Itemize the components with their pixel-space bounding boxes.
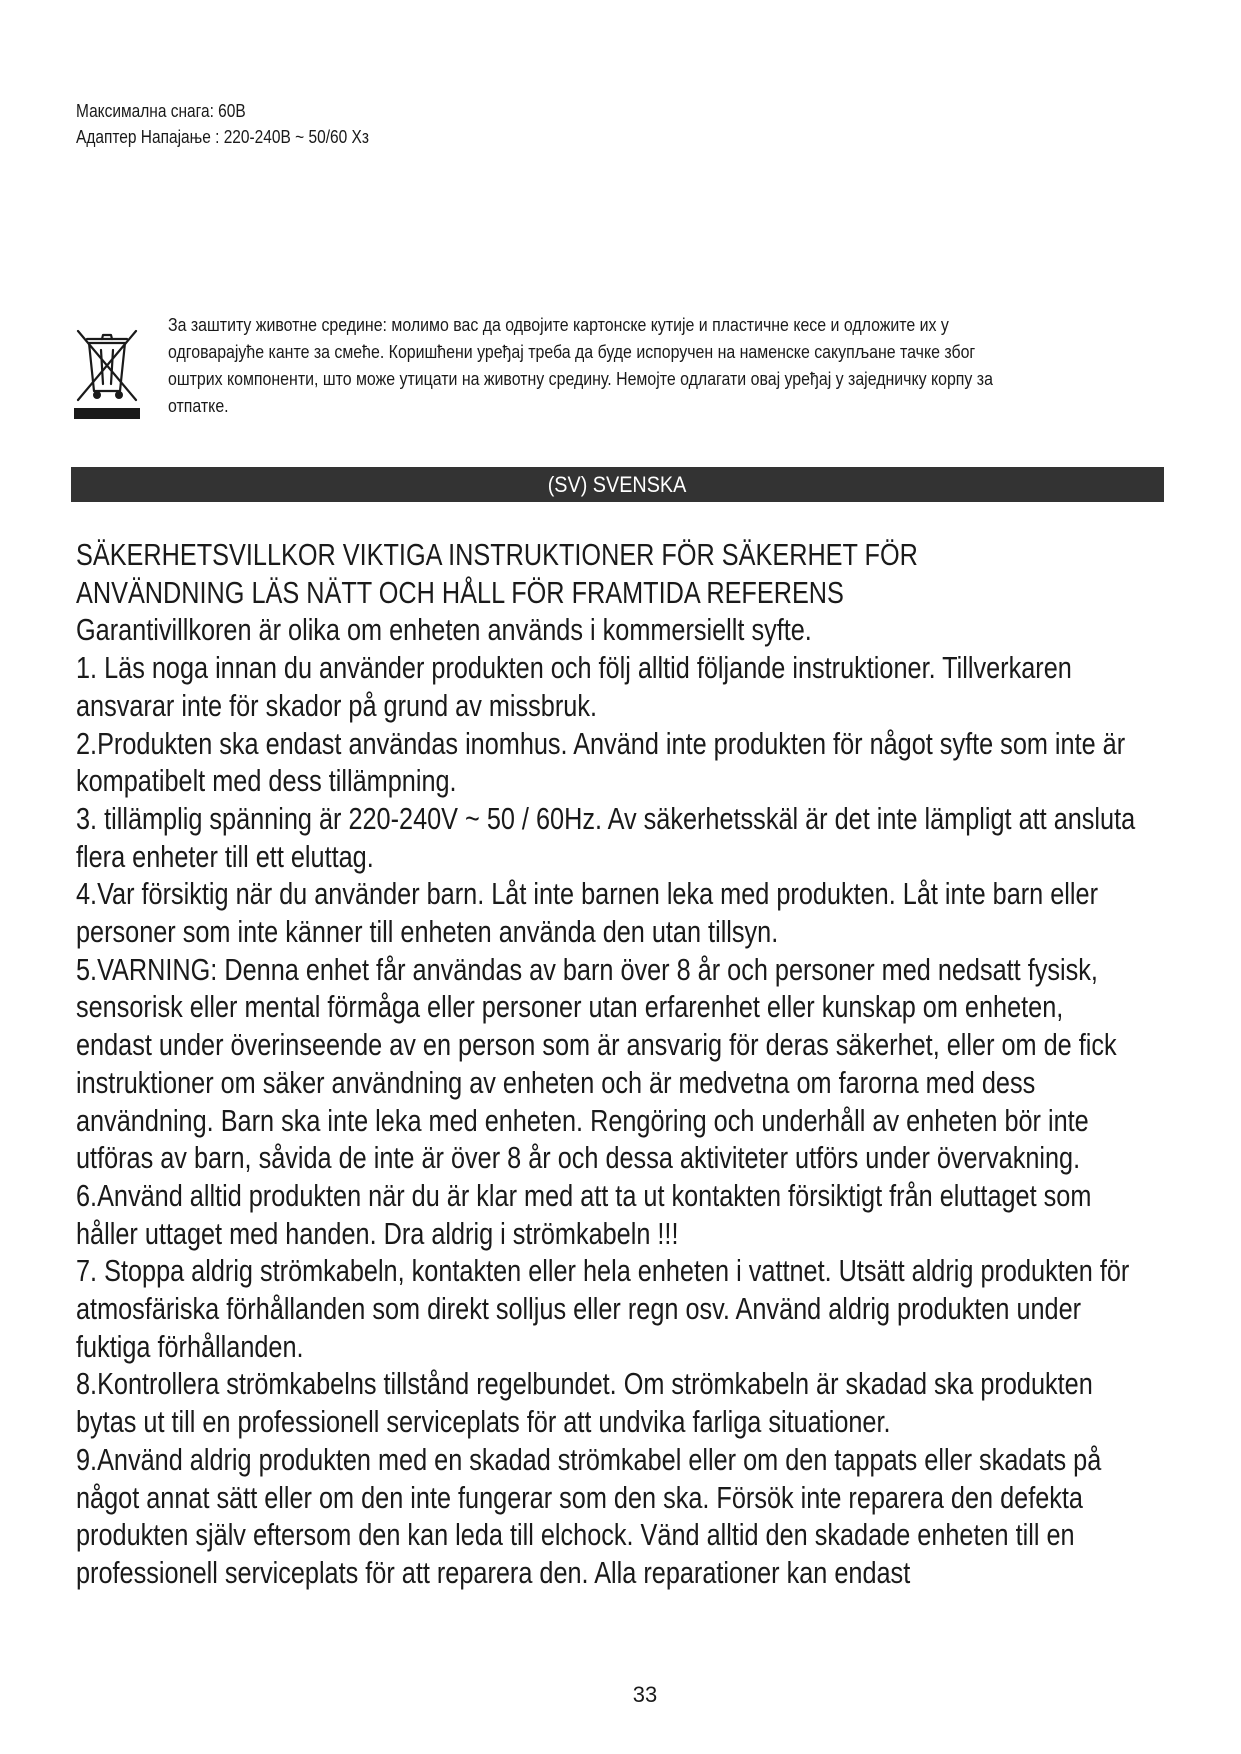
crossed-out-wheelie-bin-icon xyxy=(74,328,140,420)
instruction-item: 3. tillämplig spänning är 220-240V ~ 50 / 60Hz. Av säkerhetsskäl är det inte lämpligt att ansluta flera enheter till ett eluttag. xyxy=(76,800,1136,874)
instruction-item: 8.Kontrollera strömkabelns tillstånd regelbundet. Om strömkabeln är skadad ska produkten bytas ut till en professionell serviceplats för att undvika farliga situationer. xyxy=(76,1366,1093,1440)
weee-disposal-notice: За заштиту животне средине: молимо вас да одвојите картонске кутије и пластичне кесе и одложите их у одговарајуће канте за смеће. Коришћени уређај треба да буде испоручен на наменске сакупљане тачке због оштрих компоненти, што може утицати на животну средину. Немојте одлагати овај уређај у заједничку корпу за отпатке. xyxy=(168,314,993,416)
adapter-text: Адаптер Напајање : 220-240В ~ 50/60 Хз xyxy=(76,127,369,147)
page-number: 33 xyxy=(632,1682,658,1707)
language-section-label: (SV) SVENSKA xyxy=(548,472,687,497)
section-title-line-2: ANVÄNDNING LÄS NÄTT OCH HÅLL FÖR FRAMTIDA REFERENS xyxy=(76,574,844,610)
warranty-note: Garantivillkoren är olika om enheten används i kommersiellt syfte. xyxy=(76,612,812,648)
spec-block xyxy=(76,98,369,150)
instruction-item: 7. Stoppa aldrig strömkabeln, kontakten eller hela enheten i vattnet. Utsätt aldrig produkten för atmosfäriska förhållanden som direkt solljus eller regn osv. Använd aldrig produkten under fuktiga förhållanden. xyxy=(76,1253,1130,1364)
instruction-item: 6.Använd alltid produkten när du är klar med att ta ut kontakten försiktigt från eluttaget som håller uttaget med handen. Dra aldrig i strömkabeln !!! xyxy=(76,1177,1092,1251)
instruction-item: 4.Var försiktig när du använder barn. Låt inte barnen leka med produkten. Låt inte barn eller personer som inte känner till enheten använda den utan tillsyn. xyxy=(76,876,1098,950)
instruction-item: 9.Använd aldrig produkten med en skadad strömkabel eller om den tappats eller skadats på något annat sätt eller om den inte fungerar som den ska. Försök inte reparera den defekta produkten själv eftersom den kan leda till elchock. Vänd alltid den skadade enheten till en professionell serviceplats för att reparera den. Alla reparationer kan endast xyxy=(76,1441,1102,1590)
instruction-item: 5.VARNING: Denna enhet får användas av barn över 8 år och personer med nedsatt fysisk, sensorisk eller mental förmåga eller personer utan erfarenhet eller kunskap om enheten, endast under överinseende av en person som är ansvarig för deras säkerhet, eller om de fick instruktioner om säker användning av enheten och är medvetna om farorna med dess användning. Barn ska inte leka med enheten. Rengöring och underhåll av enheten bör inte utföras av barn, såvida de inte är över 8 år och dessa aktiviteter utförs under övervakning. xyxy=(76,951,1117,1176)
instruction-item: 2.Produkten ska endast användas inomhus. Använd inte produkten för något syfte som inte är kompatibelt med dess tillämpning. xyxy=(76,725,1126,799)
instruction-item: 1. Läs noga innan du använder produkten och följ alltid följande instruktioner. Tillverkaren ansvarar inte för skador på grund av missbruk. xyxy=(76,650,1072,723)
section-title-line-1: SÄKERHETSVILLKOR VIKTIGA INSTRUKTIONER FÖR SÄKERHET FÖR xyxy=(76,537,918,572)
safety-instructions xyxy=(76,536,1136,1592)
language-section-bar xyxy=(71,467,1164,502)
max-power-text: Максимална снага: 60В xyxy=(76,101,246,121)
